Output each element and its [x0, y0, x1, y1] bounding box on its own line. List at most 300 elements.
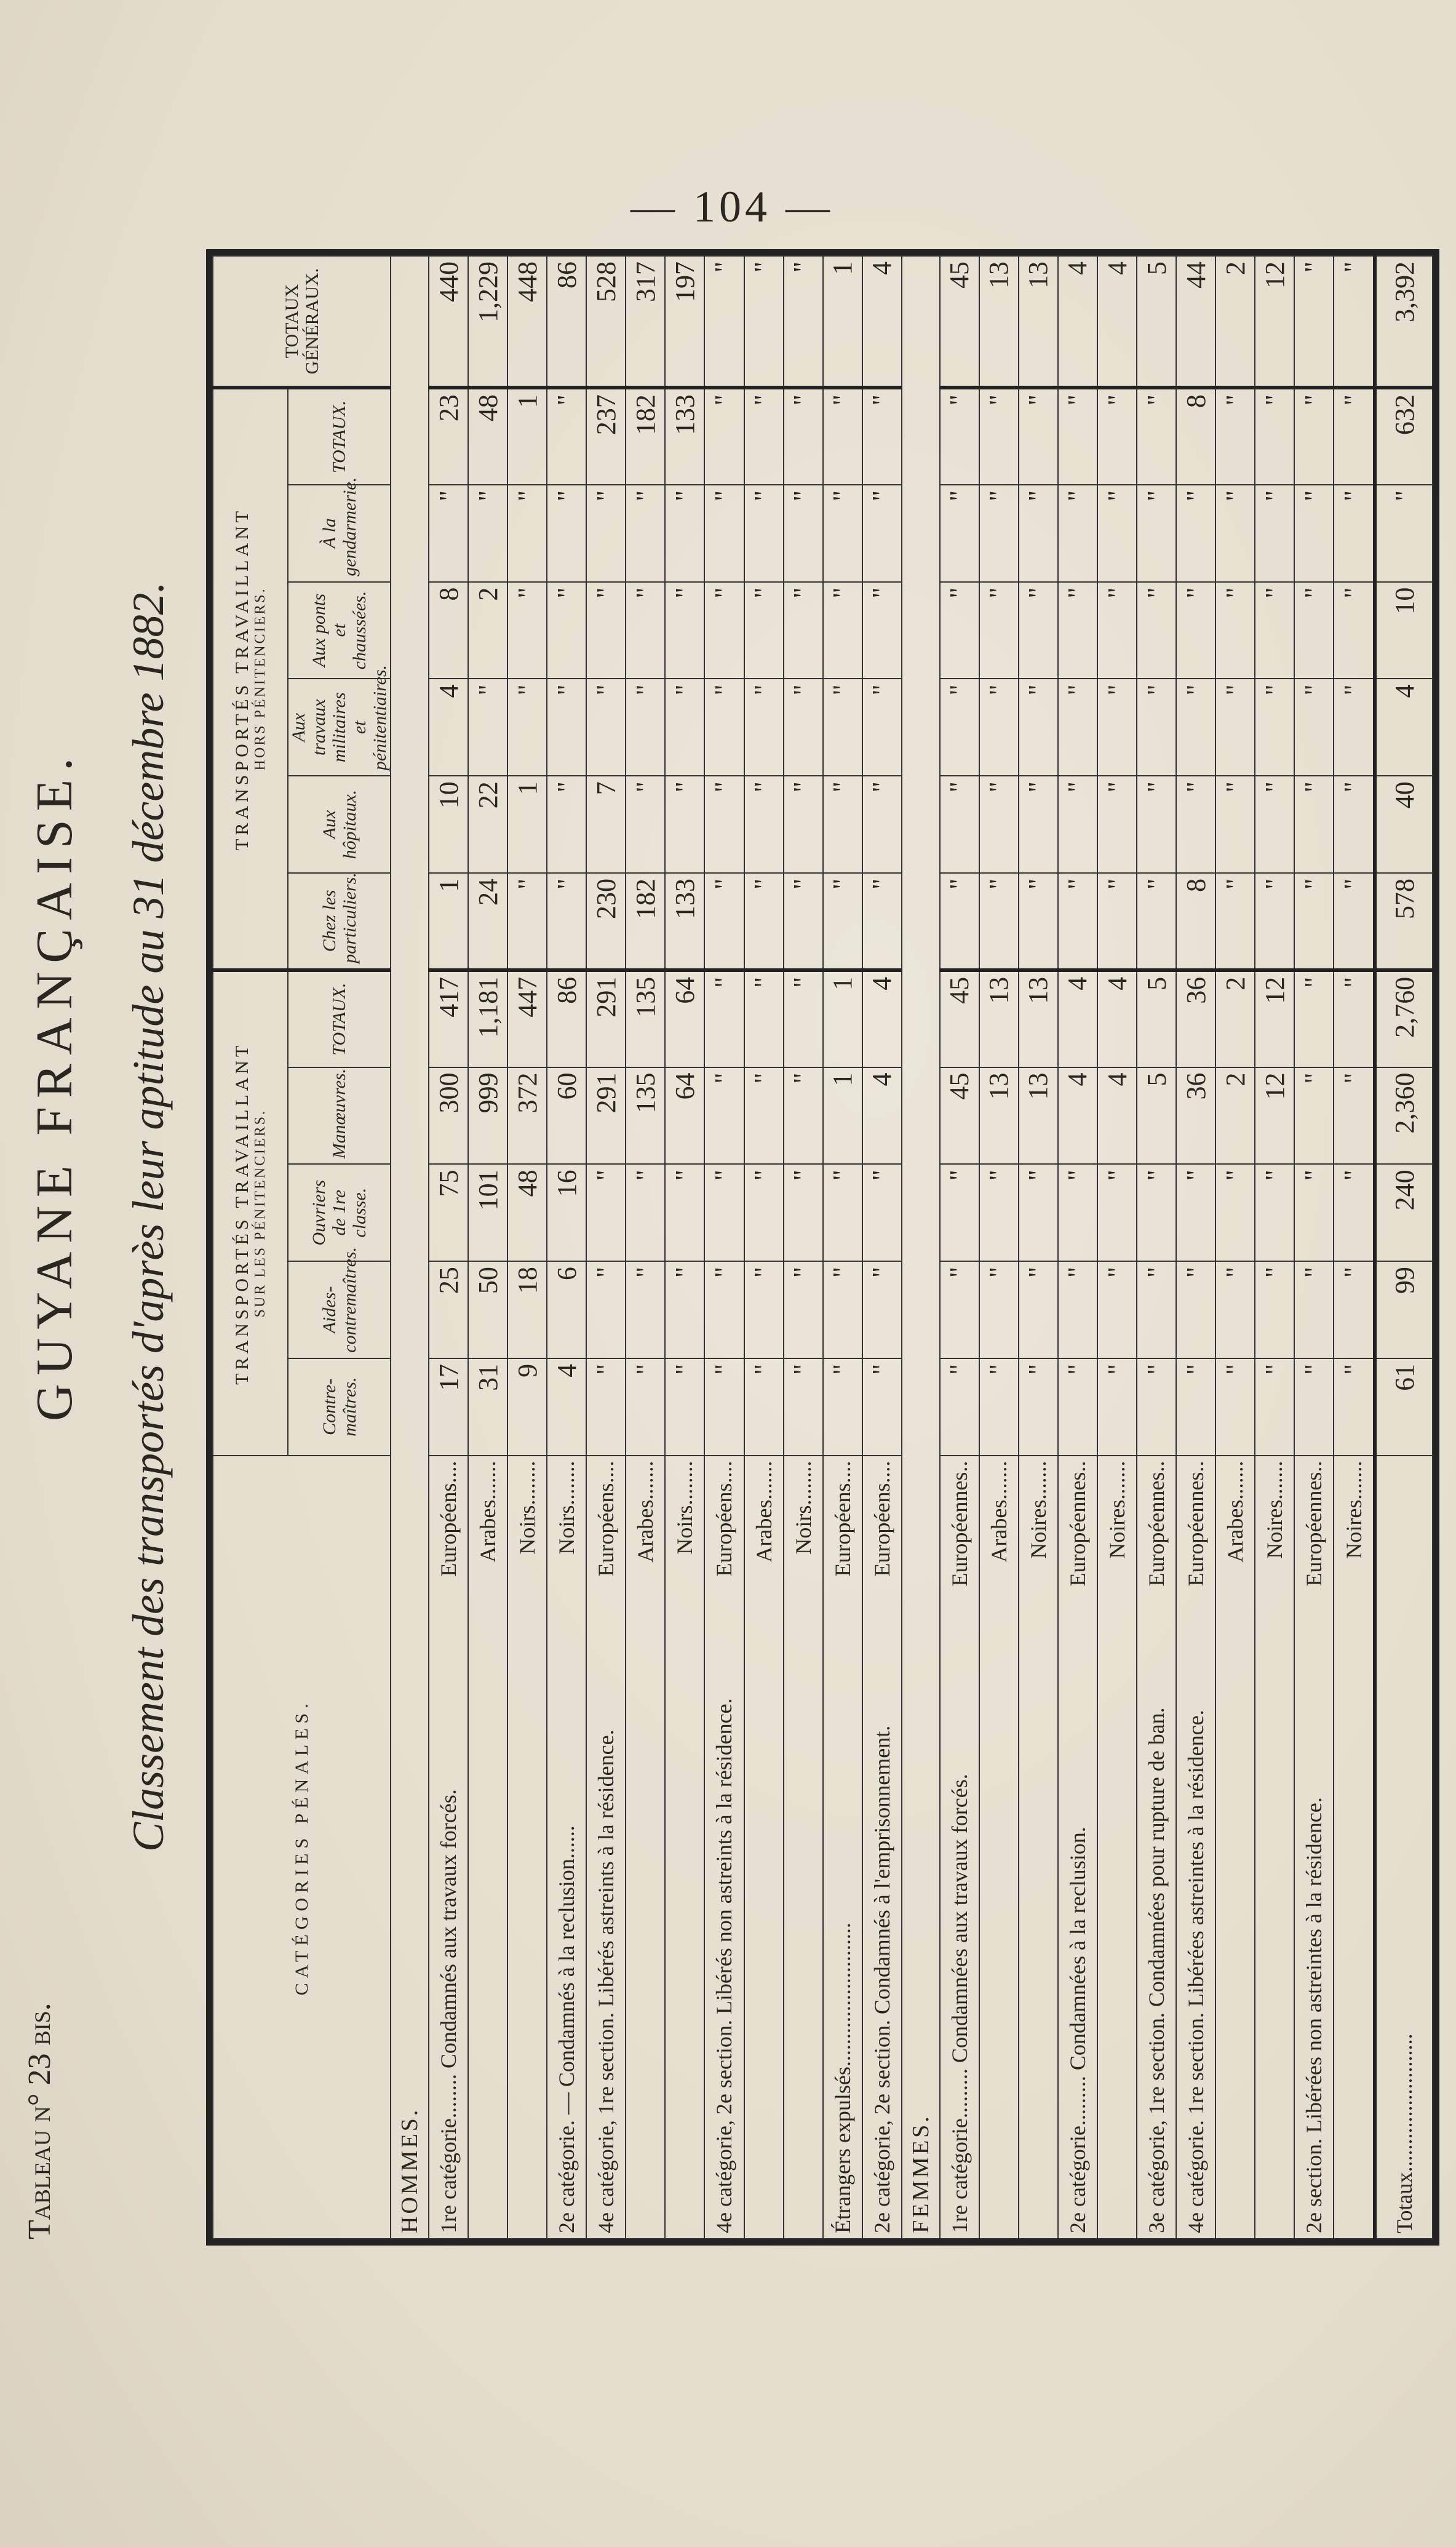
row-label — [1176, 1456, 1215, 2239]
cell-value: " — [862, 1261, 902, 1358]
cell-value: 13 — [979, 256, 1019, 388]
cell-value: " — [979, 1164, 1019, 1261]
cell-value: " — [626, 485, 665, 582]
subheader-g2-2: Aux travaux militaires et pénitentiaires. — [288, 679, 391, 776]
cell-value: " — [784, 388, 823, 485]
cell-value: " — [507, 873, 547, 970]
cell-value: " — [1137, 873, 1176, 970]
cell-value: " — [1215, 679, 1255, 776]
section-men: HOMMES. — [391, 256, 429, 2239]
cell-value: 1 — [507, 776, 547, 873]
cell-value: " — [1334, 970, 1375, 1067]
row-label — [1137, 1456, 1176, 2239]
row-category: 4e catégorie. 1re section. Libérées astreintes à la résidence. — [1183, 1710, 1209, 2233]
cell-value: " — [1097, 388, 1137, 485]
cell-value: " — [547, 873, 586, 970]
totals-label: Totaux......................... — [1375, 1456, 1433, 2239]
row-label — [1058, 1456, 1097, 2239]
row-category: 1re catégorie........ Condamnés aux travaux forcés. — [436, 1789, 461, 2233]
cell-value: 31 — [468, 1358, 507, 1456]
cell-value: " — [1334, 1358, 1375, 1456]
cell-value: " — [665, 582, 704, 679]
cell-value: 8 — [429, 582, 468, 679]
cell-value: " — [586, 582, 626, 679]
row-origin: Européennes.. — [1302, 1461, 1327, 1587]
row-label — [1019, 1456, 1058, 2239]
subheader-g1-0: Contre-maîtres. — [288, 1358, 391, 1456]
cell-value: " — [744, 388, 784, 485]
cell-value: 86 — [547, 970, 586, 1067]
table-row — [1176, 256, 1215, 2239]
cell-value: " — [1255, 388, 1294, 485]
cell-value: 5 — [1137, 970, 1176, 1067]
cell-value: 12 — [1255, 256, 1294, 388]
cell-value: " — [1215, 388, 1255, 485]
cell-value: 291 — [586, 1067, 626, 1165]
cell-value: " — [626, 679, 665, 776]
cell-value: " — [1097, 1358, 1137, 1456]
cell-value: " — [1058, 1261, 1097, 1358]
cell-value: 182 — [626, 873, 665, 970]
row-origin: Noires....... — [1105, 1461, 1130, 1559]
cell-value: " — [1294, 776, 1334, 873]
row-origin: Européens.... — [594, 1461, 619, 1577]
row-origin: Arabes....... — [475, 1461, 501, 1563]
cell-value: " — [1255, 776, 1294, 873]
cell-value: " — [979, 388, 1019, 485]
cell-value: " — [1019, 1358, 1058, 1456]
table-row — [1137, 256, 1176, 2239]
table-caption: Classement des transportés d'après leur aptitude au 31 décembre 1882. — [124, 581, 173, 1852]
total-value: " — [1375, 485, 1433, 582]
cell-value: 44 — [1176, 256, 1215, 388]
cell-value: " — [665, 1358, 704, 1456]
cell-value: " — [1255, 679, 1294, 776]
cell-value: " — [1334, 388, 1375, 485]
cell-value: " — [744, 1067, 784, 1165]
row-category: 2e section. Libérées non astreintes à la résidence. — [1302, 1797, 1327, 2233]
cell-value: " — [1215, 485, 1255, 582]
table-row — [784, 256, 823, 2239]
cell-value: " — [1294, 679, 1334, 776]
subheader-g1-1: Aides-contremaîtres. — [288, 1261, 391, 1358]
header-categories: CATÉGORIES PÉNALES. — [213, 1456, 391, 2239]
cell-value: 36 — [1176, 1067, 1215, 1165]
cell-value: " — [429, 485, 468, 582]
cell-value: 24 — [468, 873, 507, 970]
cell-value: " — [1137, 776, 1176, 873]
cell-value: 48 — [468, 388, 507, 485]
subheader-g1-2: Ouvriers de 1re classe. — [288, 1164, 391, 1261]
cell-value: " — [586, 1358, 626, 1456]
row-category: 2e catégorie......... Condamnées à la reclusion. — [1065, 1827, 1090, 2233]
cell-value: " — [547, 582, 586, 679]
cell-value: 1,229 — [468, 256, 507, 388]
header-total-general: TOTAUX GÉNÉRAUX. — [213, 256, 391, 388]
cell-value: " — [1255, 1261, 1294, 1358]
row-origin: Noirs........ — [554, 1461, 579, 1555]
cell-value: 1 — [507, 388, 547, 485]
row-origin: Européens.... — [712, 1461, 737, 1577]
cell-value: " — [1097, 1164, 1137, 1261]
row-origin: Noires....... — [1025, 1461, 1051, 1559]
region-title: GUYANE FRANÇAISE. — [26, 749, 83, 1421]
cell-value: " — [1058, 1358, 1097, 1456]
cell-value: " — [862, 873, 902, 970]
cell-value: 86 — [547, 256, 586, 388]
cell-value: " — [1334, 679, 1375, 776]
cell-value: " — [1294, 388, 1334, 485]
cell-value: " — [823, 485, 862, 582]
cell-value: 135 — [626, 970, 665, 1067]
cell-value: " — [744, 970, 784, 1067]
totals-row — [1375, 256, 1433, 2239]
cell-value: 291 — [586, 970, 626, 1067]
cell-value: " — [704, 256, 744, 388]
total-value: 10 — [1375, 582, 1433, 679]
cell-value: 2 — [1215, 1067, 1255, 1165]
cell-value: 45 — [940, 970, 979, 1067]
table-row — [1294, 256, 1334, 2239]
cell-value: 5 — [1137, 1067, 1176, 1165]
cell-value: " — [1294, 1067, 1334, 1165]
cell-value: 4 — [862, 256, 902, 388]
row-label — [823, 1456, 862, 2239]
row-label — [1097, 1456, 1137, 2239]
row-origin: Noires....... — [1341, 1461, 1366, 1559]
cell-value: " — [1097, 873, 1137, 970]
cell-value: " — [940, 1261, 979, 1358]
row-origin: Européens.... — [436, 1461, 461, 1577]
subheader-g2-1: Aux hôpitaux. — [288, 776, 391, 873]
cell-value: 22 — [468, 776, 507, 873]
row-category: 4e catégorie, 1re section. Libérés astreints à la résidence. — [594, 1729, 619, 2233]
cell-value: 13 — [979, 1067, 1019, 1165]
cell-value: 4 — [1097, 1067, 1137, 1165]
cell-value: " — [507, 679, 547, 776]
table-row — [586, 256, 626, 2239]
cell-value: 45 — [940, 1067, 979, 1165]
row-label — [626, 1456, 665, 2239]
subheader-g1-3: Manœuvres. — [288, 1067, 391, 1165]
cell-value: 18 — [507, 1261, 547, 1358]
cell-value: " — [626, 582, 665, 679]
cell-value: 2 — [468, 582, 507, 679]
cell-value: 182 — [626, 388, 665, 485]
cell-value: 4 — [547, 1358, 586, 1456]
cell-value: " — [1097, 485, 1137, 582]
cell-value: " — [1215, 1261, 1255, 1358]
cell-value: 45 — [940, 256, 979, 388]
cell-value: " — [665, 776, 704, 873]
cell-value: " — [1294, 582, 1334, 679]
cell-value: " — [1176, 776, 1215, 873]
row-origin: Noirs........ — [672, 1461, 698, 1555]
cell-value: 36 — [1176, 970, 1215, 1067]
cell-value: " — [784, 485, 823, 582]
cell-value: " — [979, 873, 1019, 970]
row-label — [862, 1456, 902, 2239]
cell-value: " — [784, 1358, 823, 1456]
cell-value: 4 — [862, 1067, 902, 1165]
table-row — [626, 256, 665, 2239]
cell-value: " — [704, 1261, 744, 1358]
cell-value: " — [626, 776, 665, 873]
cell-value: " — [468, 679, 507, 776]
cell-value: " — [823, 1261, 862, 1358]
cell-value: " — [547, 388, 586, 485]
cell-value: " — [862, 776, 902, 873]
cell-value: 372 — [507, 1067, 547, 1165]
cell-value: 1 — [823, 256, 862, 388]
cell-value: 528 — [586, 256, 626, 388]
cell-value: 300 — [429, 1067, 468, 1165]
cell-value: 2 — [1215, 256, 1255, 388]
cell-value: " — [704, 582, 744, 679]
cell-value: 4 — [1097, 970, 1137, 1067]
cell-value: " — [744, 256, 784, 388]
cell-value: " — [1215, 1164, 1255, 1261]
cell-value: " — [1019, 873, 1058, 970]
cell-value: " — [784, 679, 823, 776]
cell-value: 64 — [665, 1067, 704, 1165]
cell-value: 4 — [1058, 970, 1097, 1067]
cell-value: 13 — [1019, 256, 1058, 388]
cell-value: 13 — [979, 970, 1019, 1067]
cell-value: " — [626, 1261, 665, 1358]
cell-value: " — [1019, 679, 1058, 776]
total-value: 2,360 — [1375, 1067, 1433, 1165]
table-row — [1334, 256, 1375, 2239]
cell-value: " — [1294, 873, 1334, 970]
cell-value: 12 — [1255, 1067, 1294, 1165]
table-row — [429, 256, 468, 2239]
cell-value: 317 — [626, 256, 665, 388]
cell-value: " — [586, 679, 626, 776]
row-origin: Noirs........ — [790, 1461, 816, 1555]
cell-value: " — [1137, 1164, 1176, 1261]
subheader-g2-0: Chez les particuliers. — [288, 873, 391, 970]
cell-value: " — [1176, 1164, 1215, 1261]
total-value: 240 — [1375, 1164, 1433, 1261]
cell-value: 237 — [586, 388, 626, 485]
row-label — [1255, 1456, 1294, 2239]
subheader-g2-3: Aux ponts et chaussées. — [288, 582, 391, 679]
cell-value: " — [1334, 1261, 1375, 1358]
cell-value: " — [784, 1261, 823, 1358]
cell-value: " — [626, 1358, 665, 1456]
cell-value: " — [862, 582, 902, 679]
cell-value: " — [1176, 679, 1215, 776]
row-label — [744, 1456, 784, 2239]
row-label — [940, 1456, 979, 2239]
table-row — [1255, 256, 1294, 2239]
row-origin: Européennes.. — [1183, 1461, 1209, 1587]
cell-value: 5 — [1137, 256, 1176, 388]
cell-value: 1 — [429, 873, 468, 970]
cell-value: 133 — [665, 388, 704, 485]
table-row — [468, 256, 507, 2239]
cell-value: 48 — [507, 1164, 547, 1261]
total-value: 632 — [1375, 388, 1433, 485]
cell-value: " — [1137, 388, 1176, 485]
cell-value: " — [823, 776, 862, 873]
cell-value: " — [784, 256, 823, 388]
cell-value: 230 — [586, 873, 626, 970]
table-label: Tableau n° 23 bis. — [22, 2003, 57, 2239]
cell-value: " — [1019, 485, 1058, 582]
cell-value: 25 — [429, 1261, 468, 1358]
cell-value: " — [704, 388, 744, 485]
cell-value: " — [823, 1358, 862, 1456]
table-row — [704, 256, 744, 2239]
cell-value: " — [744, 1261, 784, 1358]
table-row — [940, 256, 979, 2239]
cell-value: " — [979, 1358, 1019, 1456]
cell-value: 12 — [1255, 970, 1294, 1067]
cell-value: " — [704, 1358, 744, 1456]
cell-value: " — [1058, 388, 1097, 485]
cell-value: " — [823, 388, 862, 485]
cell-value: " — [1058, 485, 1097, 582]
cell-value: " — [1255, 1164, 1294, 1261]
cell-value: 9 — [507, 1358, 547, 1456]
cell-value: " — [1137, 582, 1176, 679]
cell-value: " — [1019, 776, 1058, 873]
cell-value: 440 — [429, 256, 468, 388]
cell-value: " — [862, 485, 902, 582]
row-category: 2e catégorie, 2e section. Condamnés à l'emprisonnement. — [869, 1725, 894, 2233]
cell-value: " — [1058, 873, 1097, 970]
subheader-g2-5: TOTAUX. — [288, 388, 391, 485]
cell-value: " — [1294, 1164, 1334, 1261]
cell-value: " — [586, 1261, 626, 1358]
cell-value: " — [626, 1164, 665, 1261]
total-value: 2,760 — [1375, 970, 1433, 1067]
cell-value: " — [1215, 1358, 1255, 1456]
cell-value: 4 — [1058, 1067, 1097, 1165]
cell-value: 75 — [429, 1164, 468, 1261]
total-value: 4 — [1375, 679, 1433, 776]
cell-value: " — [744, 485, 784, 582]
cell-value: " — [823, 679, 862, 776]
header-group2-sub: HORS PÉNITENCIERS. — [252, 587, 269, 771]
cell-value: " — [1097, 776, 1137, 873]
cell-value: " — [862, 388, 902, 485]
table-row — [744, 256, 784, 2239]
row-label — [1215, 1456, 1255, 2239]
cell-value: 23 — [429, 388, 468, 485]
cell-value: " — [704, 1164, 744, 1261]
cell-value: " — [1176, 485, 1215, 582]
data-table-container — [206, 249, 1439, 2246]
row-label — [704, 1456, 744, 2239]
table-row — [1215, 256, 1255, 2239]
cell-value: " — [1137, 679, 1176, 776]
cell-value: " — [1058, 679, 1097, 776]
cell-value: " — [940, 679, 979, 776]
cell-value: " — [784, 1164, 823, 1261]
cell-value: " — [940, 1358, 979, 1456]
cell-value: " — [1334, 582, 1375, 679]
row-label — [586, 1456, 626, 2239]
header-group1-sub: SUR LES PÉNITENCIERS. — [252, 1109, 269, 1318]
cell-value: " — [1019, 1261, 1058, 1358]
row-label — [1294, 1456, 1334, 2239]
subheader-g1-4: TOTAUX. — [288, 970, 391, 1067]
header-group2-title: TRANSPORTÉS TRAVAILLANT — [232, 507, 253, 850]
cell-value: " — [744, 1358, 784, 1456]
cell-value: " — [979, 582, 1019, 679]
cell-value: " — [1255, 873, 1294, 970]
cell-value: " — [1058, 776, 1097, 873]
cell-value: 17 — [429, 1358, 468, 1456]
table-row — [1019, 256, 1058, 2239]
header-group1-title: TRANSPORTÉS TRAVAILLANT — [232, 1042, 253, 1385]
row-label — [665, 1456, 704, 2239]
cell-value: " — [1255, 485, 1294, 582]
cell-value: 999 — [468, 1067, 507, 1165]
cell-value: " — [940, 1164, 979, 1261]
header-group-penitenciers — [213, 970, 288, 1456]
cell-value: " — [784, 582, 823, 679]
table-row — [507, 256, 547, 2239]
cell-value: 2 — [1215, 970, 1255, 1067]
row-label — [979, 1456, 1019, 2239]
section-women: FEMMES. — [902, 256, 940, 2239]
cell-value: 197 — [665, 256, 704, 388]
row-origin: Européennes.. — [1144, 1461, 1169, 1587]
row-category: 4e catégorie, 2e section. Libérés non astreints à la résidence. — [712, 1698, 737, 2233]
cell-value: " — [744, 679, 784, 776]
cell-value: " — [1137, 485, 1176, 582]
cell-value: 4 — [429, 679, 468, 776]
cell-value: " — [665, 1164, 704, 1261]
header-group-hors — [213, 388, 288, 970]
total-value: 3,392 — [1375, 256, 1433, 388]
cell-value: " — [665, 679, 704, 776]
cell-value: " — [468, 485, 507, 582]
cell-value: 448 — [507, 256, 547, 388]
cell-value: " — [862, 679, 902, 776]
cell-value: " — [1176, 1261, 1215, 1358]
cell-value: " — [940, 485, 979, 582]
row-label — [468, 1456, 507, 2239]
cell-value: 4 — [1058, 256, 1097, 388]
row-category: 2e catégorie. — Condamnés à la reclusion...... — [554, 1825, 579, 2233]
cell-value: 64 — [665, 970, 704, 1067]
cell-value: " — [1097, 582, 1137, 679]
cell-value: " — [1334, 776, 1375, 873]
aptitude-table — [212, 255, 1433, 2239]
table-row — [1097, 256, 1137, 2239]
row-origin: Européens.... — [869, 1461, 894, 1577]
cell-value: " — [1176, 582, 1215, 679]
cell-value: 8 — [1176, 873, 1215, 970]
cell-value: " — [940, 776, 979, 873]
cell-value: " — [1294, 1261, 1334, 1358]
cell-value: " — [1215, 776, 1255, 873]
cell-value: " — [784, 776, 823, 873]
cell-value: " — [744, 1164, 784, 1261]
cell-value: " — [547, 679, 586, 776]
cell-value: " — [704, 1067, 744, 1165]
cell-value: 135 — [626, 1067, 665, 1165]
cell-value: 13 — [1019, 970, 1058, 1067]
cell-value: " — [1334, 485, 1375, 582]
cell-value: " — [940, 582, 979, 679]
cell-value: " — [1294, 1358, 1334, 1456]
